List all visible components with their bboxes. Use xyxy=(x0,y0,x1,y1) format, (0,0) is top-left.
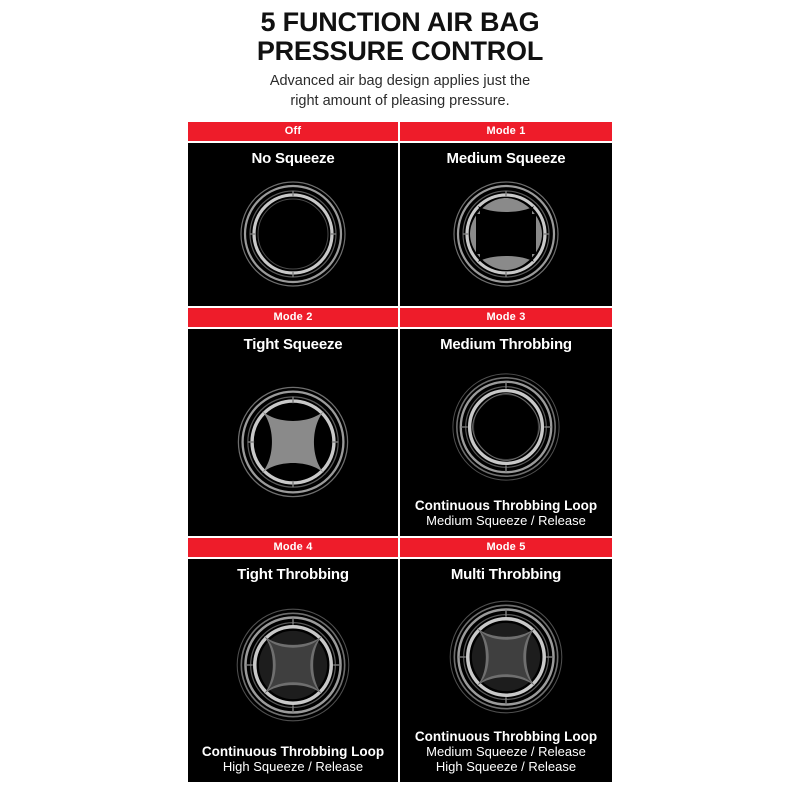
mode-cell-mode-1 xyxy=(400,122,612,308)
caption-line-1: Continuous Throbbing Loop xyxy=(414,729,598,745)
caption-line-1: Continuous Throbbing Loop xyxy=(414,497,598,513)
mode-caption xyxy=(202,744,384,774)
mode-title: No Squeeze xyxy=(251,150,335,168)
title-line-1: 5 FUNCTION AIR BAG xyxy=(260,7,540,37)
caption-line-3: High Squeeze / Release xyxy=(435,758,577,774)
ring-medium-throb-icon xyxy=(404,355,608,498)
caption-line-1: Continuous Throbbing Loop xyxy=(201,743,385,759)
mode-bar-label: Mode 2 xyxy=(188,308,398,329)
title-line-2: PRESSURE CONTROL xyxy=(256,36,544,67)
mode-cell-off xyxy=(188,122,400,308)
mode-title: Medium Throbbing xyxy=(440,336,572,354)
ring-open-icon xyxy=(192,169,394,298)
mode-cell-mode-4 xyxy=(188,538,400,782)
header xyxy=(190,0,610,111)
page-subtitle xyxy=(190,72,610,111)
ring-medium-squeeze-icon xyxy=(404,169,608,298)
mode-caption xyxy=(415,498,597,528)
ring-tight-throb-icon xyxy=(192,585,394,744)
caption-line-2: High Squeeze / Release xyxy=(222,758,364,774)
ring-tight-squeeze-icon xyxy=(192,355,394,528)
mode-cell-mode-5 xyxy=(400,538,612,782)
mode-bar-label: Mode 5 xyxy=(400,538,612,559)
mode-bar-label: Mode 3 xyxy=(400,308,612,329)
page-title xyxy=(190,8,610,66)
mode-title: Tight Squeeze xyxy=(243,336,343,354)
modes-grid xyxy=(188,122,612,782)
subtitle-line-1: Advanced air bag design applies just the xyxy=(269,73,531,90)
mode-bar-label: Mode 1 xyxy=(400,122,612,143)
subtitle-line-2: right amount of pleasing pressure. xyxy=(290,92,510,109)
mode-caption xyxy=(415,729,597,774)
mode-bar-label: Off xyxy=(188,122,398,143)
ring-multi-throb-icon xyxy=(404,585,608,729)
mode-title: Multi Throbbing xyxy=(450,566,562,584)
mode-bar-label: Mode 4 xyxy=(188,538,398,559)
caption-line-2: Medium Squeeze / Release xyxy=(426,743,586,759)
mode-cell-mode-3 xyxy=(400,308,612,538)
mode-title: Tight Throbbing xyxy=(237,566,349,584)
mode-cell-mode-2 xyxy=(188,308,400,538)
mode-title: Medium Squeeze xyxy=(446,150,566,168)
caption-line-2: Medium Squeeze / Release xyxy=(426,512,586,528)
